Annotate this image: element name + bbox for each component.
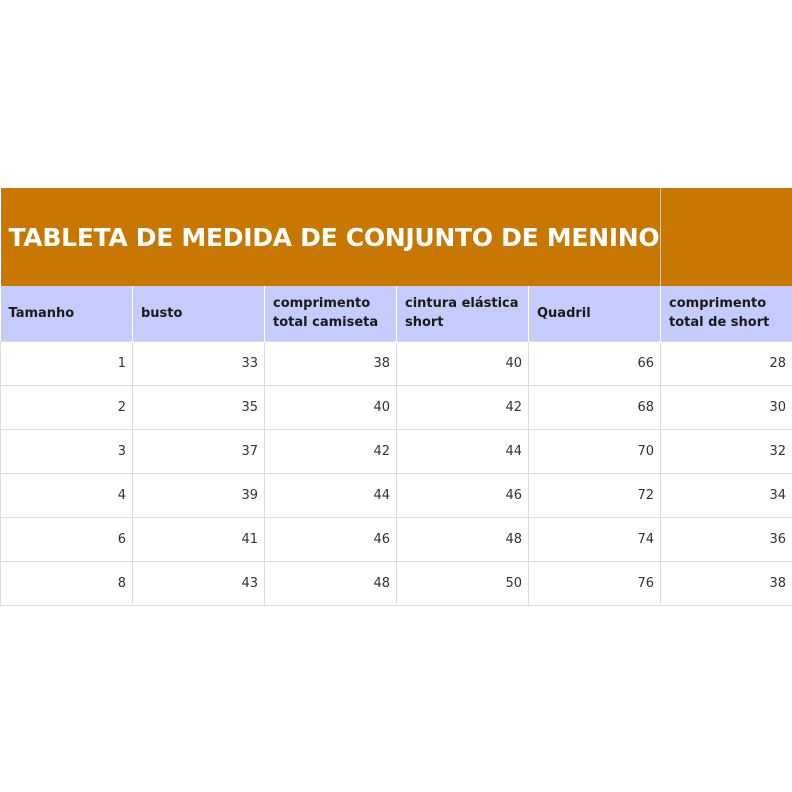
- table-cell: 48: [397, 517, 529, 561]
- table-cell: 4: [1, 473, 133, 517]
- table-cell: 2: [1, 385, 133, 429]
- header-comprimento-camiseta: comprimento total camiseta: [265, 286, 397, 341]
- header-busto: busto: [133, 286, 265, 341]
- table-row: [1, 517, 792, 561]
- table-cell: 40: [397, 341, 529, 385]
- table-cell: 42: [397, 385, 529, 429]
- header-comprimento-short: comprimento total de short: [661, 286, 792, 341]
- table-cell: 34: [661, 473, 792, 517]
- table-cell: 43: [133, 561, 265, 605]
- table-row: [1, 341, 792, 385]
- table-cell: 38: [265, 341, 397, 385]
- table-row: [1, 473, 792, 517]
- table-cell: 70: [529, 429, 661, 473]
- table-cell: 40: [265, 385, 397, 429]
- header-tamanho: Tamanho: [1, 286, 133, 341]
- table-row: [1, 429, 792, 473]
- table-cell: 1: [1, 341, 133, 385]
- title-row: [1, 188, 792, 286]
- title-empty-cell: [661, 188, 792, 286]
- table-cell: 50: [397, 561, 529, 605]
- table-row: [1, 385, 792, 429]
- size-table-container: [0, 188, 792, 606]
- table-cell: 41: [133, 517, 265, 561]
- size-table: [0, 188, 792, 606]
- header-quadril: Quadril: [529, 286, 661, 341]
- table-cell: 42: [265, 429, 397, 473]
- table-cell: 68: [529, 385, 661, 429]
- table-cell: 3: [1, 429, 133, 473]
- table-cell: 76: [529, 561, 661, 605]
- table-title: TABLETA DE MEDIDA DE CONJUNTO DE MENINO: [1, 188, 661, 286]
- table-cell: 36: [661, 517, 792, 561]
- table-cell: 48: [265, 561, 397, 605]
- table-cell: 66: [529, 341, 661, 385]
- table-cell: 8: [1, 561, 133, 605]
- table-cell: 39: [133, 473, 265, 517]
- table-cell: 38: [661, 561, 792, 605]
- table-cell: 6: [1, 517, 133, 561]
- header-row: [1, 286, 792, 341]
- table-cell: 35: [133, 385, 265, 429]
- table-cell: 37: [133, 429, 265, 473]
- table-cell: 44: [397, 429, 529, 473]
- table-cell: 30: [661, 385, 792, 429]
- table-cell: 46: [397, 473, 529, 517]
- table-row: [1, 561, 792, 605]
- table-cell: 44: [265, 473, 397, 517]
- table-cell: 32: [661, 429, 792, 473]
- table-cell: 74: [529, 517, 661, 561]
- table-cell: 33: [133, 341, 265, 385]
- table-cell: 28: [661, 341, 792, 385]
- table-cell: 46: [265, 517, 397, 561]
- header-cintura-short: cintura elástica short: [397, 286, 529, 341]
- table-cell: 72: [529, 473, 661, 517]
